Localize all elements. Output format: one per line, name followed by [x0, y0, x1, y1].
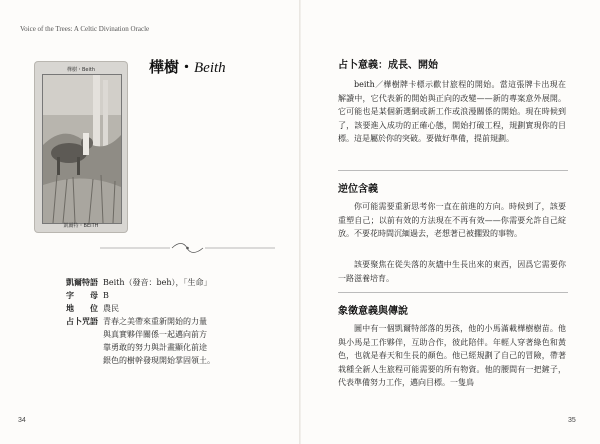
ornament-divider [100, 242, 275, 254]
oracle-card-image [35, 62, 127, 232]
spell-line: 銀色的樹幹發現開始掌固領土。 [103, 356, 215, 365]
divination-spell [66, 315, 215, 367]
section-heading-symbolism: 象徵意義與傳說 [338, 306, 408, 317]
spell-line: 與真實夥伴關係一起邁向前方 [103, 330, 207, 339]
card-bottom-label: 凱爾特・BEITH [63, 223, 99, 229]
attribute-value: Beith（發音：beh），「生命」 [103, 278, 212, 287]
birch-boy-pony-illustration [43, 75, 121, 223]
card-attributes [66, 276, 215, 367]
page-number-left: 34 [18, 417, 26, 424]
attribute-row [66, 289, 215, 302]
section-heading-meaning: 占卜意義：成長、開始 [338, 60, 438, 71]
attribute-label: 字 母 [66, 290, 98, 300]
section-paragraph: 你可能需要重新思考你一直在前進的方向。時候到了，該要重塑自己；以前有效的方法現在不再有效——你需要允許自己綻放。不要花時間沉緬過去，老想著已被擱毀的事物。 [338, 202, 566, 239]
section-divider [338, 292, 568, 293]
page-gutter [299, 0, 301, 444]
entry-title-latin: Beith [194, 60, 226, 76]
card-top-label: 樺樹・Beith [66, 67, 96, 73]
attribute-row [66, 276, 215, 289]
running-header: Voice of the Trees: A Celtic Divination Oracle [20, 25, 150, 33]
spell-label: 占卜咒語 [66, 316, 98, 326]
attribute-value: B [103, 291, 109, 300]
section-paragraph: 圖中有一個凱爾特部落的男孩，他的小馬滿載樺樹樹苗。他與小馬是工作夥伴，互助合作，彼此陪伴。年輕人穿著綠色和黃色，也就是春天和生長的顏色。他已經規劃了自己的冒險，帶著栽種全新人生旅程可能需要的所有物資。他的腰間有一把鏟子，代表準備努力工作，邁向目標。一隻鳥 [338, 324, 566, 388]
entry-title [149, 56, 226, 77]
spell-line: 青春之美帶來重新開始的力量 [103, 317, 207, 326]
card-illustration [42, 74, 122, 224]
section-paragraph: 該要聚焦在從失落的灰燼中生長出來的東西，因爲它需要你一路滋養培育。 [338, 260, 566, 283]
page-number-right: 35 [568, 417, 576, 424]
attribute-label: 凱爾特語 [66, 277, 98, 287]
attribute-label: 地 位 [66, 303, 98, 313]
entry-title-chinese: 樺樹・ [149, 58, 195, 76]
section-paragraph: beith／樺樹牌卡標示歡甘旅程的開始。當這張牌卡出現在解讀中，它代表新的開始與正向的改變——新的專案意外展開。它可能也是某個新選網或新工作或浪漫關係的開始。現在時候到了，該要進入成功的正確心態，開始打破工程，規劃實現你的目標。這是屬於你的突破。要做好準備，提前規劃。 [338, 80, 566, 144]
attribute-row [66, 302, 215, 315]
spell-line: 靠勇敢的努力與計畫顯化前途 [103, 343, 207, 352]
section-divider [338, 170, 568, 171]
section-heading-reversed: 逆位含義 [338, 184, 378, 195]
attribute-value: 農民 [103, 304, 119, 313]
